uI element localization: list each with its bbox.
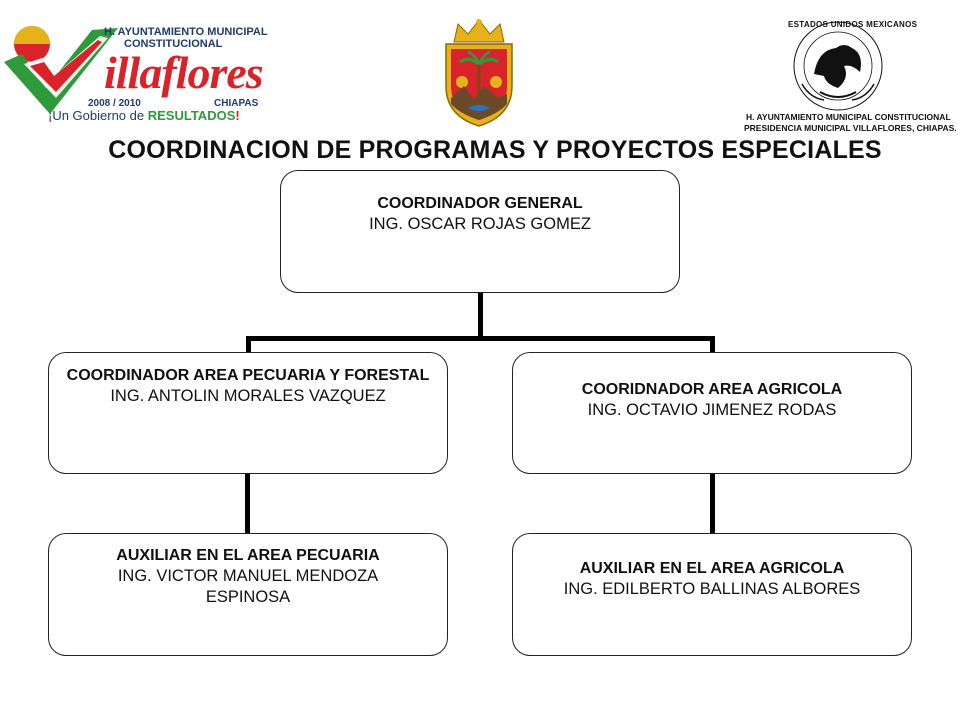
connector-right-to-leaf <box>710 472 715 534</box>
seal-caption-line2: PRESIDENCIA MUNICIPAL VILLAFLORES, CHIAPAS. <box>744 123 957 133</box>
node-left-leaf-person: ING. VICTOR MANUEL MENDOZA ESPINOSA <box>117 567 379 606</box>
connector-horizontal <box>246 336 715 341</box>
logo-slogan-highlight: RESULTADOS <box>147 108 236 123</box>
logo-slogan-suffix: ! <box>235 108 240 123</box>
page-title: COORDINACION DE PROGRAMAS Y PROYECTOS ESPECIALES <box>108 136 882 164</box>
logo-line2: CONSTITUCIONAL <box>124 38 223 50</box>
connector-root-down <box>478 292 483 340</box>
node-root-role: COORDINADOR GENERAL <box>377 195 583 212</box>
node-left-leaf <box>48 533 448 656</box>
node-left-branch-person: ING. ANTOLIN MORALES VAZQUEZ <box>110 387 386 405</box>
node-left-branch-role: COORDINADOR AREA PECUARIA Y FORESTAL <box>66 367 430 384</box>
node-right-branch-role: COORIDNADOR AREA AGRICOLA <box>581 381 843 398</box>
connector-left-to-leaf <box>245 472 250 534</box>
node-right-leaf-person: ING. EDILBERTO BALLINAS ALBORES <box>563 580 861 598</box>
node-root-person: ING. OSCAR ROJAS GOMEZ <box>369 215 591 233</box>
logo-years: 2008 / 2010 <box>88 98 141 109</box>
logo-wordmark: illaflores <box>104 47 263 98</box>
node-left-branch <box>48 352 448 474</box>
logo-slogan-prefix: ¡Un Gobierno de <box>48 108 148 123</box>
node-right-branch <box>512 352 912 474</box>
logo-slogan <box>48 108 240 123</box>
mexican-seal <box>740 14 957 136</box>
seal-caption-line1: H. AYUNTAMIENTO MUNICIPAL CONSTITUCIONAL <box>746 112 951 122</box>
logo-line1: H. AYUNTAMIENTO MUNICIPAL <box>104 26 268 38</box>
node-right-leaf <box>512 533 912 656</box>
coat-of-arms-icon <box>438 16 520 128</box>
mexican-eagle-seal-icon <box>740 14 940 114</box>
seal-arc-text: ESTADOS UNIDOS MEXICANOS <box>788 20 918 29</box>
logo-state: CHIAPAS <box>214 98 259 109</box>
node-right-leaf-role: AUXILIAR EN EL AREA AGRICOLA <box>579 560 845 577</box>
coat-of-arms <box>438 16 520 128</box>
node-left-leaf-role: AUXILIAR EN EL AREA PECUARIA <box>116 547 380 564</box>
villaflores-logo <box>0 14 275 134</box>
node-root <box>280 170 680 293</box>
node-right-branch-person: ING. OCTAVIO JIMENEZ RODAS <box>587 401 837 419</box>
